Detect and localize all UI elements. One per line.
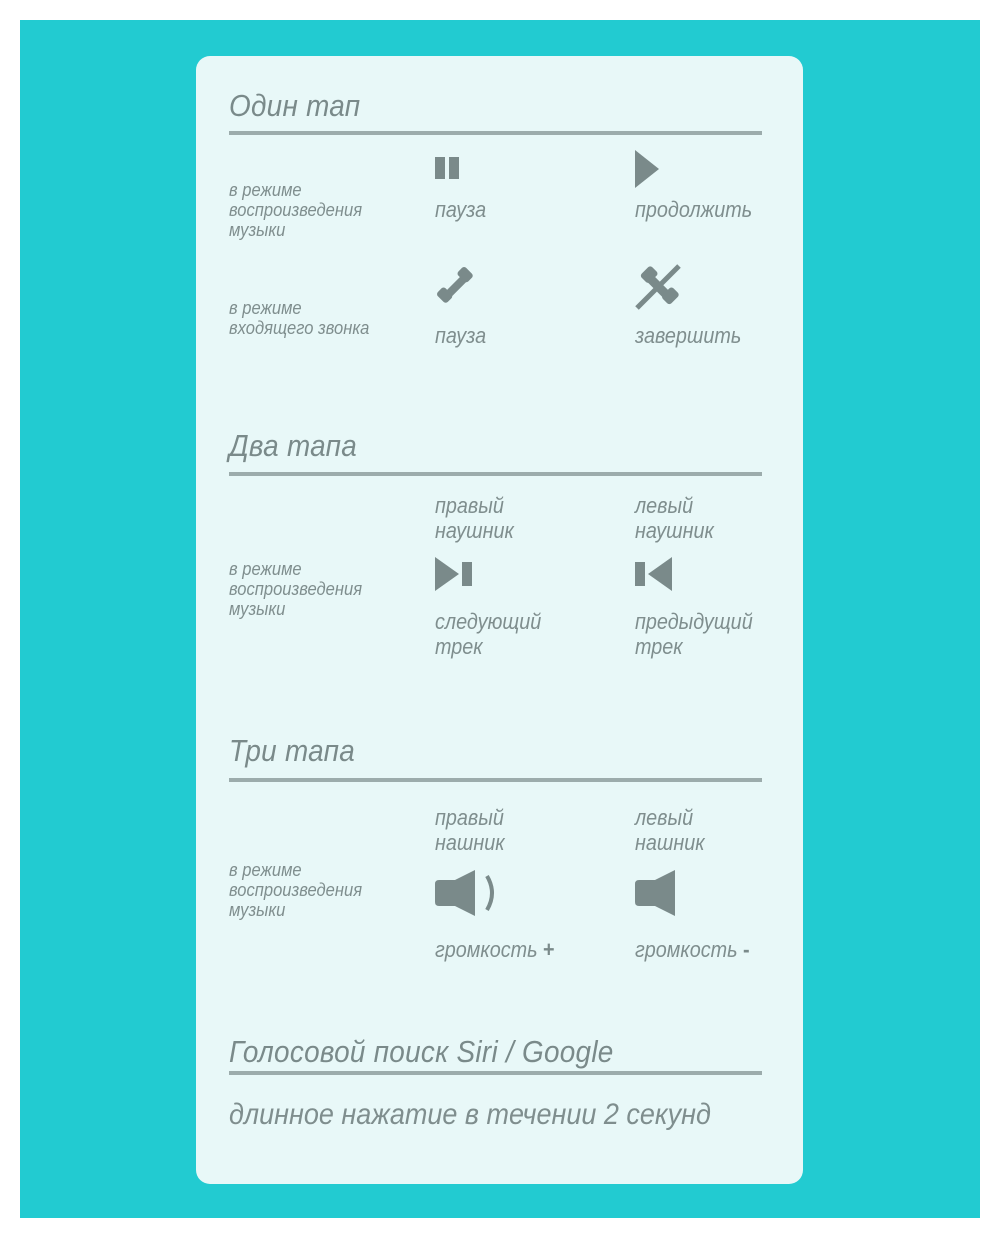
previous-track-icon (635, 557, 675, 591)
action-label: громкость + (435, 937, 555, 962)
section-divider (229, 778, 762, 782)
earphone-label-right: правый наушник (435, 493, 514, 543)
context-label: в режиме воспроизведения музыки (229, 180, 363, 240)
section-heading-three-taps: Три тапа (229, 733, 356, 768)
section-heading-two-taps: Два тапа (229, 428, 358, 463)
action-label: продолжить (635, 197, 753, 222)
section-heading-voice-search: Голосовой поиск Siri / Google (229, 1034, 614, 1069)
section-heading-one-tap: Один тап (229, 88, 361, 123)
action-label: завершить (635, 323, 742, 348)
action-label: громкость - (635, 937, 750, 962)
earphone-label-left: левый наушник (635, 493, 714, 543)
section-divider (229, 131, 762, 135)
earphone-label-left: левый нашник (635, 805, 705, 855)
context-label: в режиме воспроизведения музыки (229, 860, 363, 920)
context-label: в режиме воспроизведения музыки (229, 559, 363, 619)
play-icon (635, 150, 661, 188)
section-divider (229, 472, 762, 476)
context-label: в режиме входящего звонка (229, 298, 370, 338)
minus-sign: - (743, 937, 750, 962)
volume-up-icon (435, 870, 505, 918)
action-label: следующий трек (435, 609, 542, 659)
volume-down-icon (635, 870, 679, 918)
action-label: пауза (435, 323, 487, 348)
action-label: пауза (435, 197, 487, 222)
plus-sign: + (543, 937, 555, 962)
next-track-icon (435, 557, 475, 591)
phone-icon (435, 265, 479, 309)
action-label: предыдущий трек (635, 609, 753, 659)
pause-icon (435, 155, 461, 181)
voice-search-description: длинное нажатие в течении 2 секунд (229, 1098, 711, 1131)
section-divider (229, 1071, 762, 1075)
earphone-label-right: правый нашник (435, 805, 505, 855)
phone-end-icon (633, 262, 683, 312)
